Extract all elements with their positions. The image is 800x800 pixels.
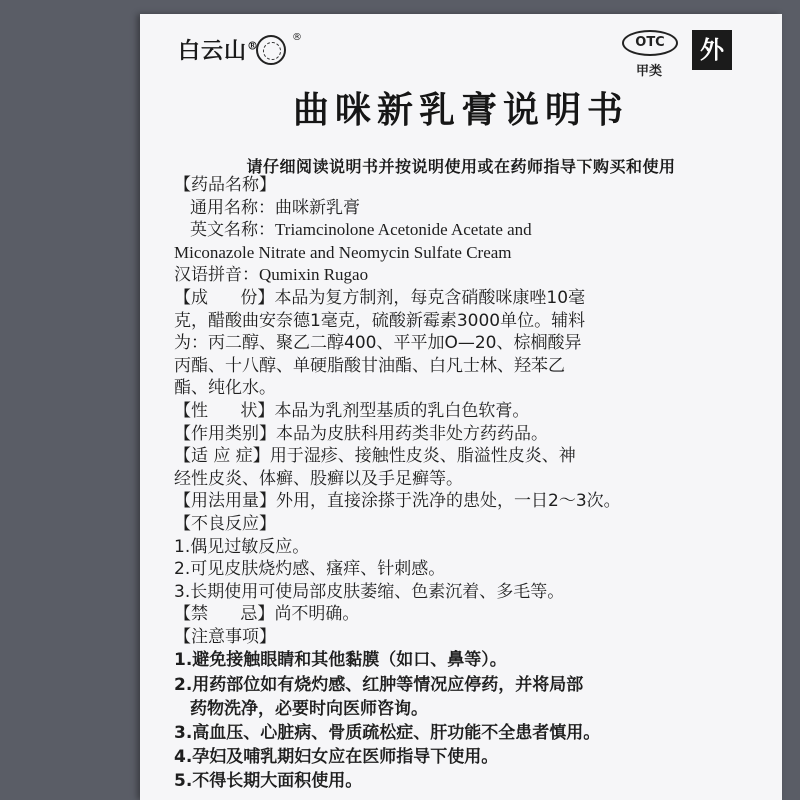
dosage-text: 外用，直接涂搽于洗净的患处，一日2～3次。 bbox=[276, 491, 621, 512]
properties-row bbox=[174, 400, 774, 423]
english-name-label: 英文名称： bbox=[190, 220, 275, 241]
indications-line-1: 用于湿疹、接触性皮炎、脂溢性皮炎、神 bbox=[269, 446, 576, 467]
indications-row bbox=[174, 445, 774, 468]
contraindications-row bbox=[174, 603, 774, 626]
properties-text: 本品为乳剂型基质的乳白色软膏。 bbox=[274, 400, 530, 421]
generic-name-row bbox=[174, 197, 774, 220]
brand-logo bbox=[178, 34, 259, 65]
category-text: 本品为皮肤科用药类非处方药药品。 bbox=[276, 423, 548, 444]
leaflet-paper bbox=[140, 14, 782, 800]
registered-mark: ® bbox=[247, 39, 260, 53]
composition-line-1: 本品为复方制剂，每克含硝酸咪康唑10毫 bbox=[274, 287, 586, 308]
contraindications-text: 尚不明确。 bbox=[274, 604, 360, 625]
english-name-value-1: Triamcinolone Acetonide Acetate and bbox=[275, 220, 532, 240]
generic-name-value: 曲咪新乳膏 bbox=[275, 197, 360, 218]
drug-name-heading: 【药品名称】 bbox=[174, 175, 276, 195]
precaution-item-2-cont: 药物洗净，必要时向医师咨询。 bbox=[190, 698, 428, 719]
document-subtitle: 请仔细阅读说明书并按说明使用或在药师指导下购买和使用 bbox=[246, 157, 676, 176]
adverse-item-1: 1.偶见过敏反应。 bbox=[174, 536, 310, 557]
indications-line-2: 经性皮炎、体癣、股癣以及手足癣等。 bbox=[174, 468, 463, 489]
english-name-value-2: Miconazole Nitrate and Neomycin Sulfate Cream bbox=[174, 242, 512, 262]
indications-heading: 【适 应 症】 bbox=[174, 446, 270, 467]
composition-line-4: 丙酯、十八醇、单硬脂酸甘油酯、白凡士林、羟苯乙 bbox=[174, 355, 565, 376]
precaution-item-2: 2.用药部位如有烧灼感、红肿等情况应停药，并将局部 bbox=[174, 674, 584, 695]
generic-name-label: 通用名称： bbox=[190, 197, 275, 218]
precaution-item-4: 4.孕妇及哺乳期妇女应在医师指导下使用。 bbox=[174, 747, 499, 768]
precautions-list bbox=[174, 648, 774, 793]
classification-label: 甲类 bbox=[636, 64, 663, 79]
contraindications-heading: 【禁 忌】 bbox=[174, 604, 275, 625]
precaution-item-5: 5.不得长期大面积使用。 bbox=[174, 771, 363, 792]
properties-heading: 【性 状】 bbox=[174, 400, 275, 421]
pinyin-row bbox=[174, 264, 774, 287]
document-title: 曲咪新乳膏说明书 bbox=[292, 90, 629, 131]
leaflet-body bbox=[174, 174, 774, 794]
adverse-heading: 【不良反应】 bbox=[174, 513, 276, 534]
composition-heading: 【成 份】 bbox=[174, 287, 275, 308]
pinyin-value: Qumixin Rugao bbox=[259, 265, 369, 285]
composition-line-5: 酯、纯化水。 bbox=[174, 378, 276, 399]
brand-name: 白云山 bbox=[178, 38, 248, 64]
otc-badge: OTC bbox=[622, 30, 678, 56]
precaution-item-3: 3.高血压、心脏病、骨质疏松症、肝功能不全患者慎用。 bbox=[174, 723, 601, 744]
pinyin-label: 汉语拼音： bbox=[174, 265, 259, 286]
category-row bbox=[174, 423, 774, 446]
dosage-row bbox=[174, 490, 774, 513]
seal-registered-mark: ® bbox=[292, 32, 302, 43]
category-heading: 【作用类别】 bbox=[174, 423, 276, 444]
adverse-item-2: 2.可见皮肤烧灼感、瘙痒、针刺感。 bbox=[174, 559, 446, 580]
external-use-badge: 外 bbox=[692, 30, 732, 70]
adverse-item-3: 3.长期使用可使局部皮肤萎缩、色素沉着、多毛等。 bbox=[174, 581, 565, 602]
english-name-row bbox=[174, 219, 774, 242]
composition-line-2: 克，醋酸曲安奈德1毫克，硫酸新霉素3000单位。辅料 bbox=[174, 310, 586, 331]
composition-row bbox=[174, 287, 774, 310]
composition-line-3: 为：丙二醇、聚乙二醇400、平平加O—20、棕榈酸异 bbox=[174, 333, 582, 354]
precaution-item-1: 1.避免接触眼睛和其他黏膜（如口、鼻等）。 bbox=[174, 650, 507, 671]
dosage-heading: 【用法用量】 bbox=[174, 491, 276, 512]
seal-icon bbox=[256, 35, 286, 65]
precautions-heading: 【注意事项】 bbox=[174, 626, 276, 647]
